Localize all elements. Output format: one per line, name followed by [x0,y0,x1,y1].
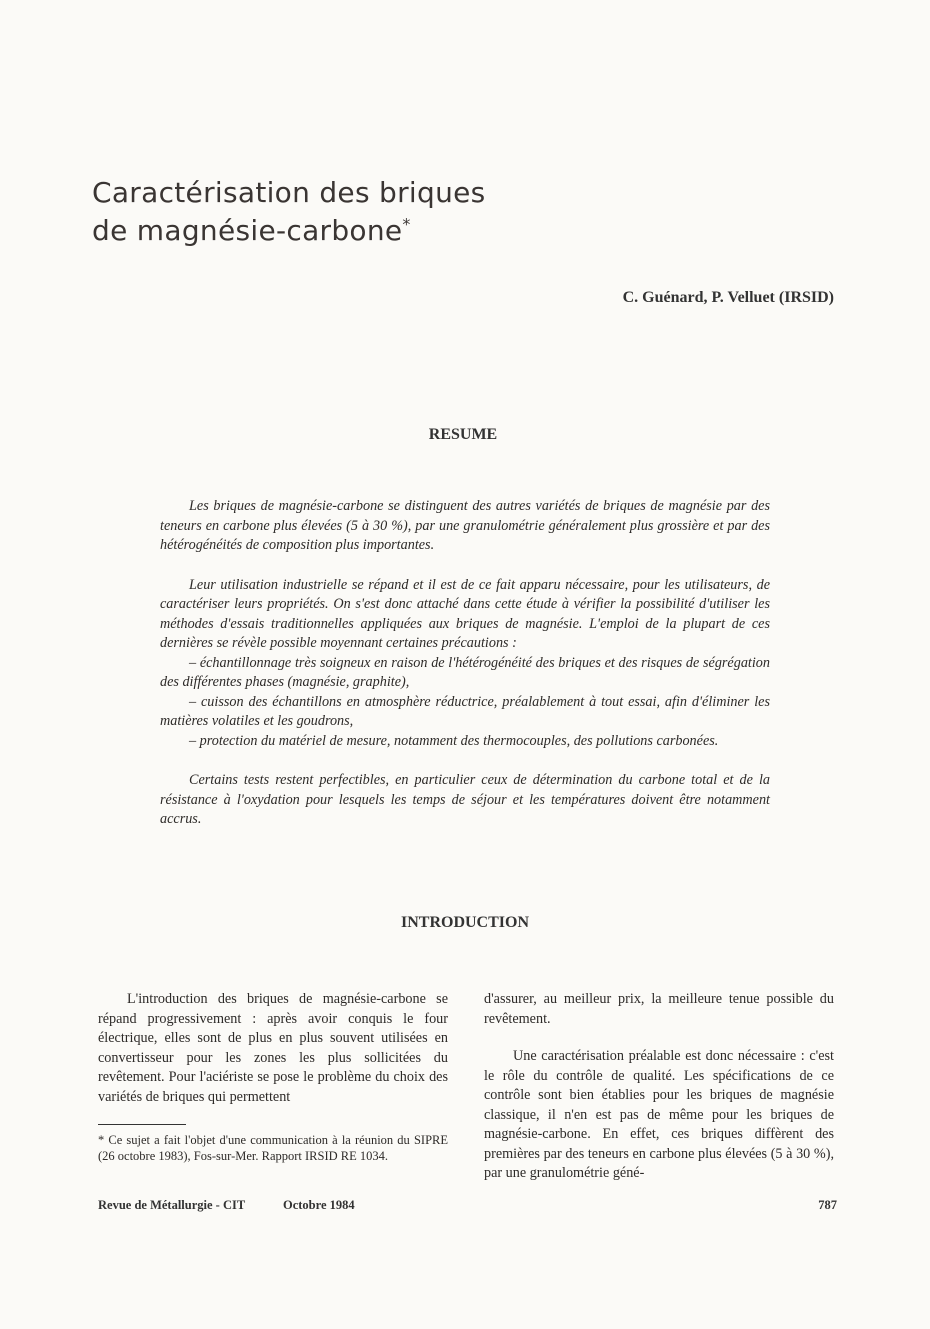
abstract-list-item: – protection du matériel de mesure, notamment des thermocouples, des pollutions carbonées. [189,732,719,749]
footnote: * Ce sujet a fait l'objet d'une communication à la réunion du SIPRE (26 octobre 1983), Fos-sur-Mer. Rapport IRSID RE 1034. [98,1133,448,1163]
intro-paragraph-right-continued: d'assurer, au meilleur prix, la meilleure tenue possible du revêtement. [484,991,834,1027]
footer-date: Octobre 1984 [283,1198,355,1212]
page-number: 787 [818,1198,837,1212]
resume-heading: RESUME [428,426,498,443]
abstract-paragraph-3: Certains tests restent perfectibles, en particulier ceux de détermination du carbone total et de la résistance à l'oxydation pour lesquels les temps de séjour et les températures doivent être notamment accrus. [160,772,770,827]
abstract-list-item: – cuisson des échantillons en atmosphère réductrice, préalablement à tout essai, afin d'éliminer les matières volatiles et les goudrons, [160,693,770,729]
footnote-divider [98,1124,186,1125]
article-title [92,174,692,250]
right-column [484,990,834,1184]
title-line-2-text: de magnésie-carbone [92,214,403,247]
title-line-2 [92,212,692,250]
title-footnote-marker: * [402,214,411,234]
authors: C. Guénard, P. Velluet (IRSID) [622,289,834,306]
abstract-paragraph-2: Leur utilisation industrielle se répand et il est de ce fait apparu nécessaire, pour les utilisateurs, de caractériser leurs propriétés. On s'est donc attaché dans cette étude à vérifier la possibilité d'utiliser les méthodes d'essais traditionnelles appliquées aux briques de magnésie. L'emploi de la plupart de ces dernières se révèle possible moyennant certaines précautions : [160,576,770,651]
title-line-1: Caractérisation des briques [92,176,486,209]
intro-paragraph-left: L'introduction des briques de magnésie-carbone se répand progressivement : après avoir conquis le four électrique, elles sont de plus en plus souvent utilisées en convertisseur pour les zones les plus sollicitées du revêtement. Pour l'aciériste se pose le problème du choix des variétés de briques qui permettent [98,991,448,1105]
abstract-list-item: – échantillonnage très soigneux en raison de l'hétérogénéité des briques et des risques de ségrégation des différentes phases (magnésie, graphite), [160,654,770,690]
abstract-paragraph-1: Les briques de magnésie-carbone se distinguent des autres variétés de briques de magnésie par des teneurs en carbone plus élevées (5 à 30 %), par une granulométrie généralement plus grossière et par des hétérogénéités de composition plus importantes. [160,498,770,553]
introduction-heading: INTRODUCTION [400,914,529,931]
footer-journal: Revue de Métallurgie - CIT [98,1198,246,1212]
intro-paragraph-right: Une caractérisation préalable est donc nécessaire : c'est le rôle du contrôle de qualité. Les spécifications de ce contrôle sont bien établies pour les briques de magnésie classique, il n'en est pas de même pour les briques de magnésie-carbone. En effet, ces briques diffèrent des premières par des teneurs en carbone plus élevées (5 à 30 %), par une granulométrie géné- [484,1048,834,1181]
left-column [98,990,448,1107]
abstract [160,497,770,850]
